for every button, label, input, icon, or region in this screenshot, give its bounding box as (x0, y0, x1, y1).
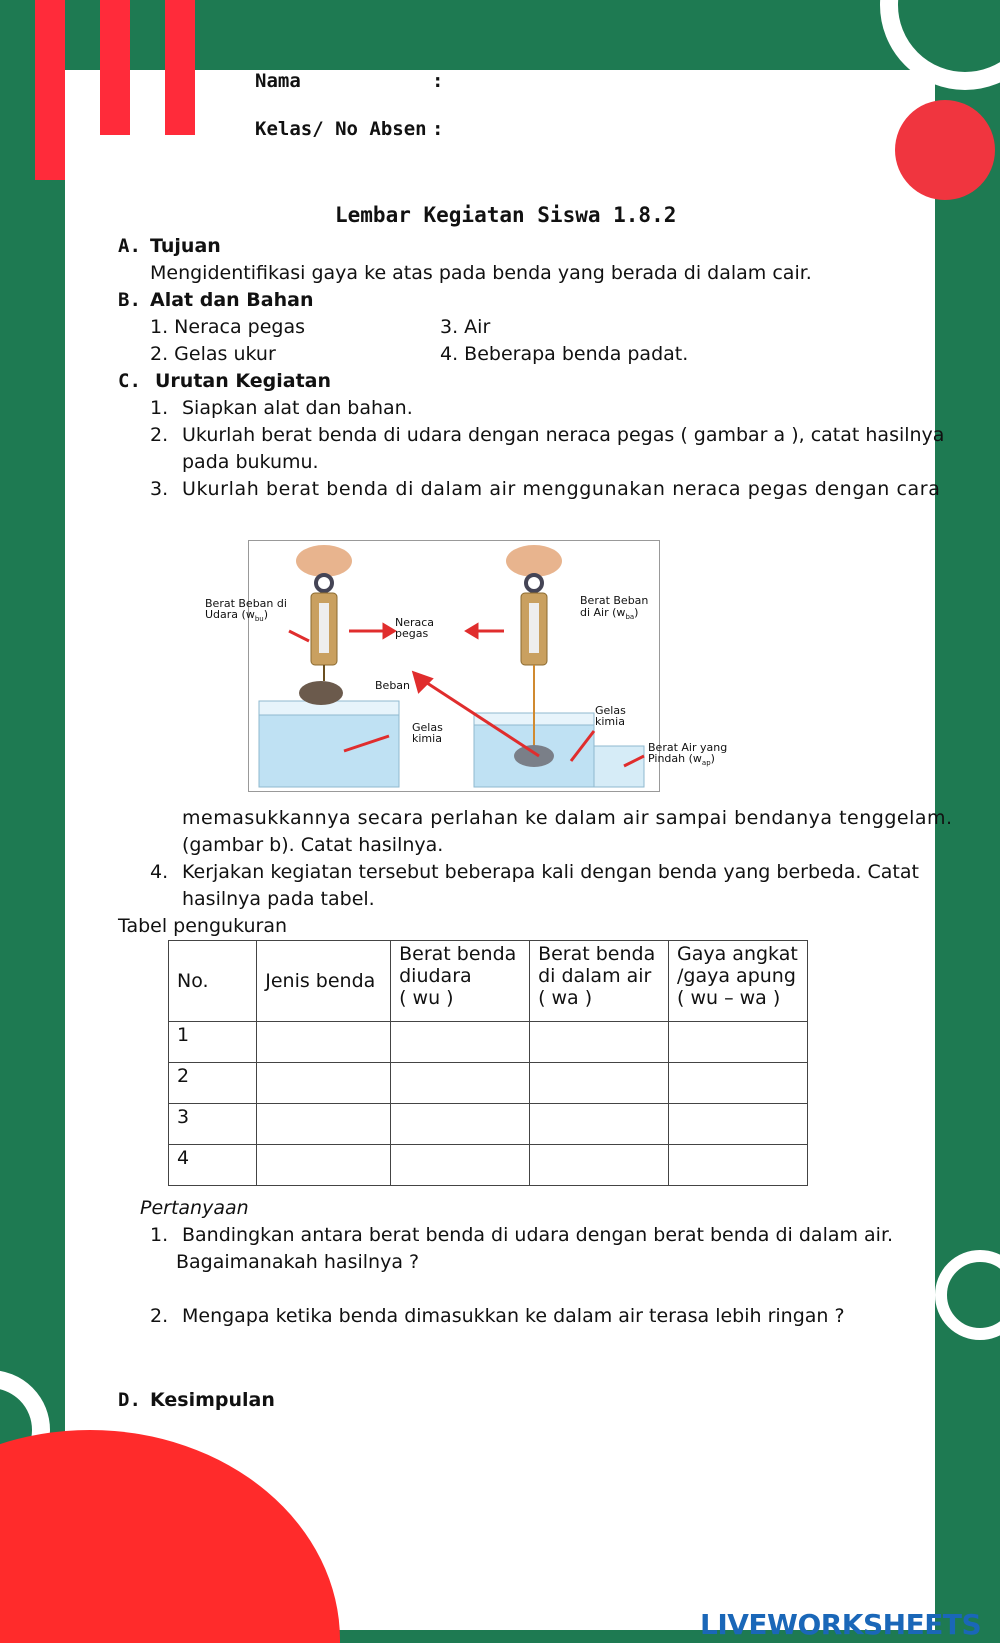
row-number: 4 (169, 1145, 257, 1186)
experiment-illustration (249, 541, 659, 791)
cell-gaya[interactable] (669, 1063, 808, 1104)
ring-right (526, 575, 542, 591)
header-text: diudara (399, 965, 472, 987)
label-text: pegas (395, 627, 429, 640)
step-number: 4. (150, 861, 169, 883)
label-sub: ap (701, 759, 711, 768)
section-b-heading: Alat dan Bahan (150, 289, 314, 311)
header-berat-air (530, 941, 669, 1022)
overflow-cup (594, 746, 644, 787)
section-a-heading: Tujuan (150, 235, 221, 257)
header-no (169, 941, 257, 1022)
row-number: 3 (169, 1104, 257, 1145)
section-a-letter: A. (118, 235, 141, 257)
table-row (169, 1145, 808, 1186)
section-a-text: Mengidentifikasi gaya ke atas pada benda yang berada di dalam cair. (150, 262, 812, 284)
cell-wu[interactable] (391, 1063, 530, 1104)
step-text: Siapkan alat dan bahan. (182, 397, 413, 419)
header-text: Gaya angkat (677, 943, 798, 965)
cell-wu[interactable] (391, 1104, 530, 1145)
page-title: Lembar Kegiatan Siswa 1.8.2 (335, 203, 677, 227)
label-sub: ba (625, 613, 635, 622)
label-text: di Air (w (580, 606, 626, 619)
cell-wa[interactable] (530, 1022, 669, 1063)
class-colon: : (432, 118, 444, 140)
section-c-letter: C. (118, 370, 141, 392)
paper-corner (65, 70, 235, 170)
section-c-heading: Urutan Kegiatan (155, 370, 332, 392)
row-number: 2 (169, 1063, 257, 1104)
cell-wa[interactable] (530, 1063, 669, 1104)
cell-wa[interactable] (530, 1104, 669, 1145)
arrow-head (384, 625, 394, 637)
step-text: Ukurlah berat benda di udara dengan neraca pegas ( gambar a ), catat hasilnya (182, 424, 945, 446)
arrow-head (414, 673, 431, 691)
table-caption: Tabel pengukuran (118, 915, 288, 937)
name-colon: : (432, 70, 444, 92)
header-text: Jenis benda (265, 970, 376, 992)
header-berat-udara (391, 941, 530, 1022)
label-neraca (395, 617, 434, 639)
name-label: Nama (255, 70, 301, 92)
material-item: 4. Beberapa benda padat. (440, 343, 689, 365)
label-text: Berat Air yang (648, 741, 728, 754)
label-text: Berat Beban (580, 594, 649, 607)
step-number: 3. (150, 478, 169, 500)
section-b-letter: B. (118, 289, 141, 311)
label-gelas-kimia-right (595, 705, 626, 727)
cell-wu[interactable] (391, 1145, 530, 1186)
scale-right (529, 603, 539, 653)
cell-jenis[interactable] (257, 1145, 391, 1186)
table-row (169, 1022, 808, 1063)
header-jenis (257, 941, 391, 1022)
decor-stripe-2b (100, 70, 130, 135)
decor-stripe-1 (35, 0, 65, 180)
question-text: Bandingkan antara berat benda di udara dengan berat benda di dalam air. (182, 1224, 894, 1246)
label-berat-udara: Berat Beban di Udara $(w_{bu})$ (205, 597, 287, 624)
header-text: /gaya apung (677, 965, 796, 987)
label-berat-air: Berat Beban di Air $(w_{ba})$ (580, 594, 649, 622)
cell-wu[interactable] (391, 1022, 530, 1063)
step-number: 1. (150, 397, 169, 419)
decor-stripe-3b (165, 70, 195, 135)
label-text: Neraca (395, 616, 435, 629)
hand-right (506, 545, 562, 577)
cell-gaya[interactable] (669, 1104, 808, 1145)
cell-wa[interactable] (530, 1145, 669, 1186)
cell-jenis[interactable] (257, 1063, 391, 1104)
label-sub: bu (254, 615, 264, 624)
step-text: hasilnya pada tabel. (182, 888, 375, 910)
label-text: kimia (595, 715, 625, 728)
cell-jenis[interactable] (257, 1104, 391, 1145)
step-text: Kerjakan kegiatan tersebut beberapa kali dengan benda yang berbeda. Catat (182, 861, 919, 883)
label-air-pindah: Berat Air yang Pindah $(w_{ap})$ (648, 741, 728, 768)
rock-right (514, 745, 554, 767)
question-text: Bagaimanakah hasilnya ? (176, 1251, 420, 1273)
arrow-head (467, 625, 477, 637)
label-text: Udara (w (205, 608, 255, 621)
step-text: pada bukumu. (182, 451, 319, 473)
material-item: 3. Air (440, 316, 491, 338)
ring-left (316, 575, 332, 591)
section-d-letter: D. (118, 1389, 141, 1411)
label-text: Berat Beban di (205, 597, 287, 610)
row-number: 1 (169, 1022, 257, 1063)
section-d-heading: Kesimpulan (150, 1389, 275, 1411)
table-header-row (169, 941, 808, 1022)
cell-gaya[interactable] (669, 1145, 808, 1186)
header-text: No. (177, 970, 209, 992)
header-text: Berat benda (399, 943, 517, 965)
cell-jenis[interactable] (257, 1022, 391, 1063)
label-beban: Beban (375, 679, 411, 692)
hand-left (296, 545, 352, 577)
question-number: 2. (150, 1305, 169, 1327)
step-text: Ukurlah berat benda di dalam air menggunakan neraca pegas dengan cara (182, 478, 941, 500)
header-text: Berat benda (538, 943, 656, 965)
experiment-figure (248, 540, 660, 792)
header-text: ( wu – wa ) (677, 987, 781, 1009)
table-row (169, 1063, 808, 1104)
rock-left (299, 681, 343, 705)
decor-circle-red (895, 100, 995, 200)
header-text: di dalam air (538, 965, 652, 987)
header-gaya-angkat (669, 941, 808, 1022)
questions-heading: Pertanyaan (140, 1197, 249, 1219)
label-text: Pindah (w (648, 752, 702, 765)
class-label: Kelas/ No Absen (255, 118, 427, 140)
material-item: 2. Gelas ukur (150, 343, 276, 365)
scale-left (319, 603, 329, 653)
step-number: 2. (150, 424, 169, 446)
liveworksheets-logo: LIVEWORKSHEETS (700, 1608, 982, 1641)
measurement-table (168, 940, 808, 1186)
material-item: 1. Neraca pegas (150, 316, 306, 338)
header-text: ( wu ) (399, 987, 454, 1009)
question-text: Mengapa ketika benda dimasukkan ke dalam air terasa lebih ringan ? (182, 1305, 845, 1327)
label-gelas-kimia-left (412, 722, 443, 744)
header-text: ( wa ) (538, 987, 593, 1009)
cell-gaya[interactable] (669, 1022, 808, 1063)
label-text: Gelas (595, 704, 626, 717)
label-text: Gelas (412, 721, 443, 734)
label-text: kimia (412, 732, 442, 745)
arrow-berat-udara (289, 631, 309, 641)
step-text: memasukkannya secara perlahan ke dalam air sampai bendanya tenggelam. (182, 807, 953, 829)
beaker-left (259, 709, 399, 787)
table-row (169, 1104, 808, 1145)
step-text: (gambar b). Catat hasilnya. (182, 834, 444, 856)
question-number: 1. (150, 1224, 169, 1246)
